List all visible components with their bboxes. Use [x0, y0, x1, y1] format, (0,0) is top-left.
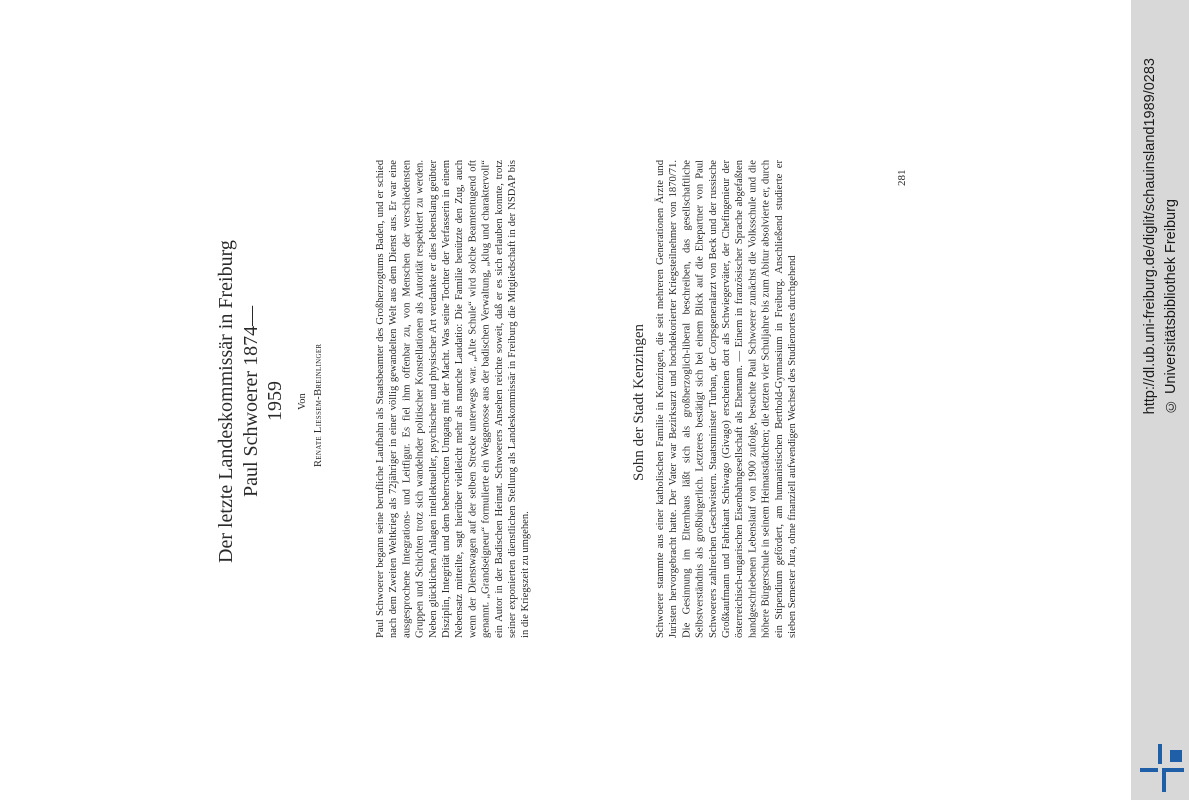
section-heading: Sohn der Stadt Kenzingen	[631, 323, 647, 481]
logo-square	[1170, 750, 1182, 762]
intro-paragraph: Paul Schwoerer begann seine berufliche Laufbahn als Staatsbeamter des Großherzogtums Baden, und er schied nach dem Zweiten Weltkrieg als 72jähriger in einer völlig gewandelten Welt aus dem Dienst aus. Er war eine ausgesprochene Integrations- und Leitfigur. Es fiel ihm offenbar zu, von Menschen der verschiedensten Gruppen und Schichten trotz sich wandelnder politischer Konstellationen als Autorität respektiert zu werden. Neben glücklichen Anlagen intellektueller, psychischer und physischer Art verdankte er dies lebenslang geübter Disziplin, Integrität und dem beherrschten Umgang mit der Macht. Was seine Tochter der Verfasserin in einem Nebensatz mitteilte, sagt hierüber vielleicht mehr als manche Laudatio: Die Familie benützte den Zug, auch wenn der Dienstwagen auf der selben Strecke unterwegs war. „Alte Schule“ wird solche Beamtentugend oft genannt. „Grandseigneur“ formulierte ein Weggenosse aus der badischen Verwaltung, „klug und charaktervoll“ ein Autor in der Badischen Heimat. Schwoerers Ansehen reichte soweit, daß er es sich erlauben konnte, trotz seiner exponierten dienstlichen Stellung als Landeskommissär in Freiburg die Mitgliedschaft in der NSDAP bis in die Kriegszeit zu umgehen.	[375, 160, 532, 638]
article-title: Der letzte Landeskommissär in Freiburg	[215, 240, 237, 564]
copyright-notice: © Universitätsbibliothek Freiburg	[1163, 198, 1179, 414]
viewer-sidebar	[1131, 0, 1189, 800]
source-url-link[interactable]: http://dl.ub.uni-freiburg.de/diglit/schauinsland1989/0283	[1142, 57, 1158, 414]
library-logo-icon	[1140, 744, 1184, 792]
logo-bar-bottom	[1162, 772, 1166, 792]
body-paragraph: Schwoerer stammte aus einer katholischen Familie in Kenzingen, die seit mehreren Generationen Ärzte und Juristen hervorgebracht hatte. Der Vater war Bezirksarzt und hochdekorierter Kriegsteilnehmer von 1870/71. Die Gesinnung im Elternhaus läßt sich als großherzoglich-liberal beschreiben, das gesellschaftliche Selbstverständnis als großbürgerlich. Letzteres bestätigt sich bei einem Blick auf die Ehepartner von Paul Schwoerers zahlreichen Geschwistern. Staatsminister Turban, der Corpsgeneralarzt von Beck und der russische Großkaufmann und Fabrikant Schiwago (Givago) erscheinen dort als Schwiegerväter, der Chefingenieur der österreichisch-ungarischen Eisenbahngesellschaft als Ehemann. — Einem in französischer Sprache abgefaßten handgeschriebenen Lebenslauf von 1900 zufolge, besuchte Paul Schwoerer zunächst die Volksschule und die höhere Bürgerschule in seinem Heimatstädtchen; die letzten vier Schuljahre bis zum Abitur absolvierte er, durch ein Stipendium gefördert, am humanistischen Berthold-Gymnasium in Freiburg. Anschließend studierte er sieben Semester Jura, ohne finanziell aufwendigen Wechsel des Studienortes durchgehend	[655, 160, 799, 638]
logo-bar-left	[1140, 768, 1158, 772]
author-name: Renate Liessem-Breinlinger	[313, 343, 324, 467]
logo-bar-mid	[1162, 768, 1184, 772]
byline-von: Von	[297, 393, 308, 411]
logo-bar-top	[1158, 744, 1162, 764]
page-number: 281	[896, 169, 908, 186]
article-subtitle: Paul Schwoerer 1874—1959	[240, 305, 286, 497]
